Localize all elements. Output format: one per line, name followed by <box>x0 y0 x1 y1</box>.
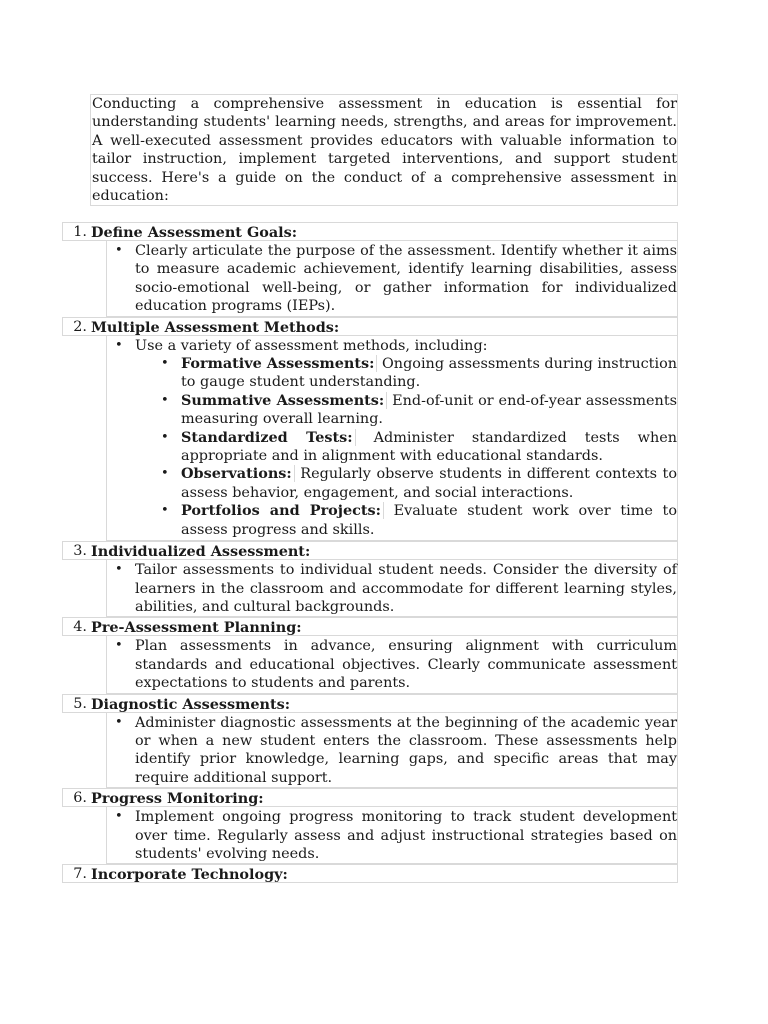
sub-bullet-item <box>153 465 677 502</box>
sub-bullet-text: Ongoing assessments during instruction to gauge student understanding. <box>181 356 677 391</box>
item-number: 1. <box>73 224 87 240</box>
item-title: Progress Monitoring: <box>91 790 264 808</box>
list-item <box>62 317 678 541</box>
sub-bullet-item <box>153 392 677 429</box>
bullet-icon: • <box>115 809 123 825</box>
bullet-icon: • <box>115 337 123 353</box>
bullet-item <box>106 807 678 864</box>
sub-bullet-text: Administer standardized tests when appropriate and in alignment with educational standards. <box>181 429 677 465</box>
list-item-heading <box>62 541 678 560</box>
sub-bullet-item <box>153 429 677 466</box>
list-item <box>62 788 678 864</box>
bullet-icon: • <box>115 243 123 258</box>
intro-paragraph: Conducting a comprehensive assessment in education is essential for understanding students' learning needs, strengths, and areas for improvement. A well-executed assessment provides educators with valuable information to tailor instruction, implement targeted interventions, and support student success. Here's a guide on the conduct of a comprehensive assessment in education: <box>90 94 678 206</box>
sub-bullet-label: Observations: <box>181 465 295 482</box>
sub-bullet-item <box>153 355 677 392</box>
list-item <box>62 541 678 617</box>
sub-bullet-label: Portfolios and Projects: <box>181 502 384 519</box>
item-title: Individualized Assessment: <box>91 543 311 561</box>
list-item <box>62 222 678 317</box>
item-title: Define Assessment Goals: <box>91 224 298 241</box>
bullet-icon: • <box>161 466 169 482</box>
bullet-icon: • <box>115 638 123 654</box>
bullet-icon: • <box>115 714 123 730</box>
bullet-text: Use a variety of assessment methods, including: <box>135 337 488 354</box>
bullet-item <box>106 713 678 789</box>
bullet-icon: • <box>115 562 123 578</box>
item-title: Diagnostic Assessments: <box>91 695 291 713</box>
item-number: 3. <box>73 543 87 560</box>
sub-bullet-label: Formative Assessments: <box>181 355 377 372</box>
item-number: 2. <box>73 318 87 335</box>
list-item-heading <box>62 694 678 713</box>
list-item <box>62 694 678 789</box>
item-number: 7. <box>73 866 87 883</box>
bullet-text: Tailor assessments to individual student needs. Consider the diversity of learners in the classroom and accommodate for different learning styles, abilities, and cultural backgrounds. <box>135 562 677 615</box>
bullet-text: Clearly articulate the purpose of the assessment. Identify whether it aims to measure academic achievement, identify learning disabilities, assess socio-emotional well-being, or gather information for individualized education programs (IEPs). <box>135 243 677 315</box>
sub-bullet-list <box>106 355 678 541</box>
item-title: Pre-Assessment Planning: <box>91 619 302 637</box>
sub-bullet-item <box>153 502 677 539</box>
bullet-icon: • <box>161 429 169 445</box>
list-item-heading <box>62 617 678 636</box>
list-item-heading <box>62 222 678 241</box>
bullet-text: Plan assessments in advance, ensuring alignment with curriculum standards and educational objectives. Clearly communicate assessment expectations to students and parents. <box>135 638 677 692</box>
list-item-heading <box>62 864 678 883</box>
bullet-item <box>106 336 678 355</box>
bullet-text: Administer diagnostic assessments at the beginning of the academic year or when a new student enters the classroom. These assessments help identify prior knowledge, learning gaps, and specific areas that may require additional support. <box>135 714 677 786</box>
list-item <box>62 617 678 693</box>
list-item-heading <box>62 317 678 336</box>
item-number: 6. <box>73 790 87 807</box>
item-number: 5. <box>73 695 87 712</box>
sub-bullet-text: End-of-unit or end-of-year assessments measuring overall learning. <box>181 392 677 428</box>
bullet-item <box>106 560 678 617</box>
item-number: 4. <box>73 619 87 636</box>
bullet-icon: • <box>161 503 169 519</box>
list-item <box>62 864 678 883</box>
bullet-text: Implement ongoing progress monitoring to track student development over time. Regularly assess and adjust instructional strategies based on students' evolving needs. <box>135 809 677 862</box>
bullet-item <box>106 636 678 693</box>
numbered-list <box>62 222 678 883</box>
sub-bullet-label: Summative Assessments: <box>181 392 387 409</box>
bullet-item <box>106 241 678 317</box>
list-item-heading <box>62 788 678 807</box>
bullet-icon: • <box>161 392 169 408</box>
sub-bullet-text: Regularly observe students in different contexts to assess behavior, engagement, and social interactions. <box>181 466 677 501</box>
sub-bullet-text: Evaluate student work over time to assess progress and skills. <box>181 503 678 538</box>
sub-bullet-label: Standardized Tests: <box>181 429 356 446</box>
item-title: Incorporate Technology: <box>91 866 288 884</box>
bullet-icon: • <box>161 356 169 372</box>
item-title: Multiple Assessment Methods: <box>91 318 340 336</box>
